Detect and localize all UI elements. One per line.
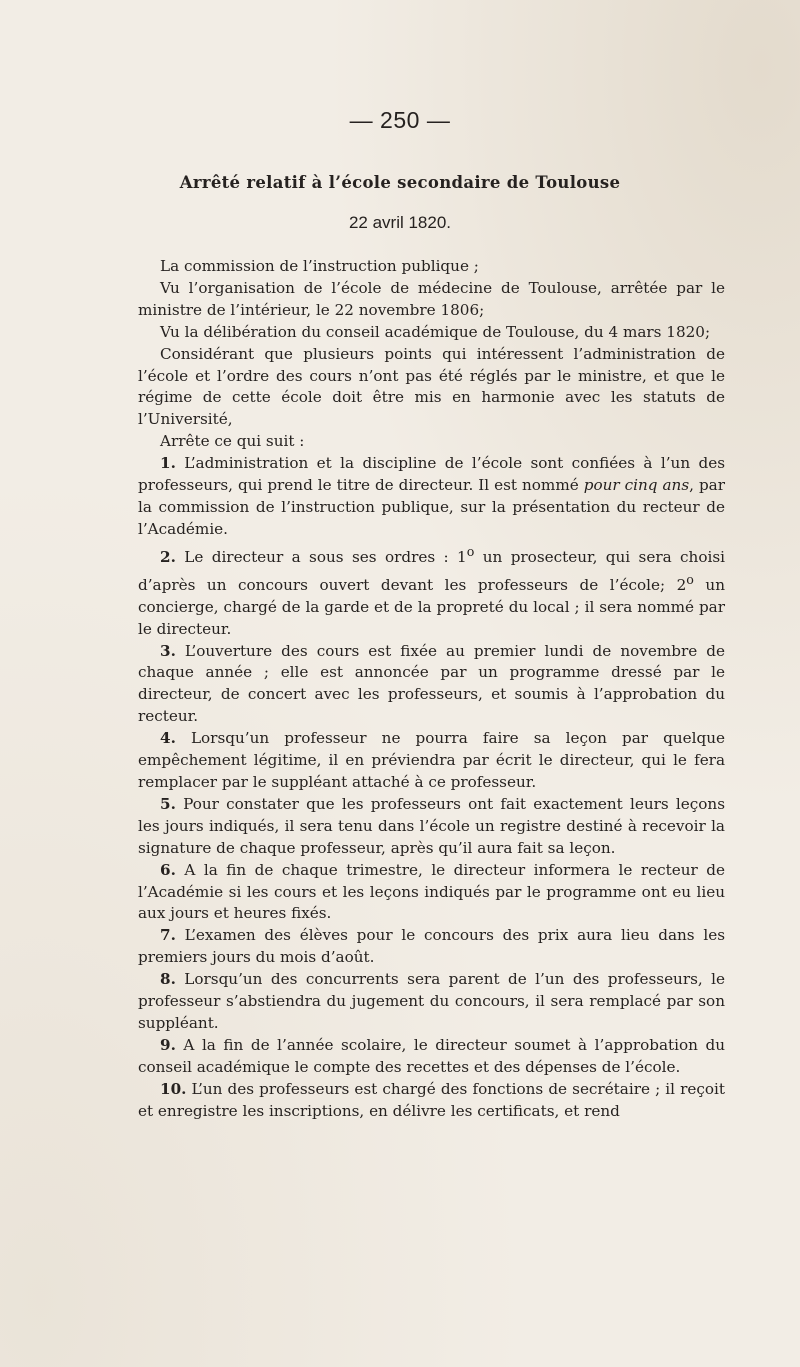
- article-number: 3.: [160, 641, 176, 660]
- article-text: un concierge, chargé de la garde et de la propreté du local ; il sera nommé par le directeur.: [138, 575, 725, 638]
- preamble-paragraph: Arrête ce qui suit :: [160, 432, 305, 451]
- article-number: 5.: [160, 794, 176, 813]
- article-number: 2.: [160, 547, 176, 566]
- ordinal-marker: o: [466, 543, 475, 559]
- preamble-paragraph: La commission de l’instruction publique ;: [160, 257, 479, 275]
- article-4: [138, 728, 725, 794]
- article-5: [138, 794, 725, 860]
- article-number: 6.: [160, 860, 176, 879]
- decree-date: 22 avril 1820.: [348, 213, 452, 232]
- article-6: [138, 860, 725, 926]
- article-text: , par la commission de l’instruction publique, sur la présentation du recteur de l’Académie.: [138, 476, 725, 538]
- preamble-paragraph: Considérant que plusieurs points qui intéressent l’administration de l’école et l’ordre des cours n’ont pas été réglés par le ministre, et que le régime de cette école doit être mis en harmonie avec les statuts de l’Université,: [138, 344, 725, 429]
- decree-body: [138, 256, 725, 1122]
- article-text: Pour constater que les professeurs ont fait exactement leurs leçons les jours indiqués, il sera tenu dans l’école un registre destiné à recevoir la signature de chaque professeur, après qu’il aura fait sa leçon.: [138, 794, 725, 857]
- article-text: Lorsqu’un des concurrents sera parent de l’un des professeurs, le professeur s’abstiendra du jugement du concours, il sera remplacé par son suppléant.: [138, 970, 725, 1032]
- page-title: Arrêté relatif à l’école secondaire de Toulouse: [179, 173, 621, 192]
- article-text: L’examen des élèves pour le concours des prix aura lieu dans les premiers jours du mois d’août.: [138, 926, 725, 967]
- preamble-paragraph: Vu l’organisation de l’école de médecine de Toulouse, arrêtée par le ministre de l’intérieur, le 22 novembre 1806;: [138, 278, 725, 319]
- article-8: [138, 969, 725, 1035]
- article-text: A la fin de l’année scolaire, le directeur soumet à l’approbation du conseil académique le compte des recettes et des dépenses de l’école.: [138, 1035, 725, 1076]
- article-number: 8.: [160, 970, 176, 989]
- article-number: 9.: [160, 1035, 176, 1054]
- article-2: [138, 541, 725, 641]
- page-number: — 250 —: [349, 107, 451, 133]
- article-text: L’ouverture des cours est fixée au premier lundi de novembre de chaque année ; elle est annoncée par un programme dressé par le directeur, de concert avec les professeurs, et soumis à l’approbation du recteur.: [138, 641, 725, 726]
- ordinal-marker: o: [686, 571, 694, 587]
- preamble-paragraph: Vu la délibération du conseil académique de Toulouse, du 4 mars 1820;: [160, 322, 711, 341]
- article-emphasis: pour cinq ans: [583, 476, 690, 495]
- article-7: [138, 925, 725, 969]
- article-9: [138, 1035, 725, 1079]
- article-text: Le directeur a sous ses ordres : 1: [175, 547, 467, 566]
- article-number: 1.: [160, 454, 176, 473]
- article-1: [138, 453, 725, 541]
- article-text: Lorsqu’un professeur ne pourra faire sa leçon par quelque empêchement légitime, il en préviendra par écrit le directeur, qui le fera remplacer par le suppléant attaché à ce professeur.: [138, 729, 725, 791]
- article-text: A la fin de chaque trimestre, le directeur informera le recteur de l’Académie si les cours et les leçons indiqués par le programme ont eu lieu aux jours et heures fixés.: [138, 860, 725, 923]
- article-number: 4.: [160, 729, 176, 748]
- article-text: L’administration et la discipline de l’école sont confiées à l’un des professeurs, qui prend le titre de directeur. Il est nommé: [138, 454, 725, 495]
- article-text: L’un des professeurs est chargé des fonctions de secrétaire ; il reçoit et enregistre les inscriptions, en délivre les certificats, et rend: [138, 1079, 725, 1120]
- article-3: [138, 641, 725, 729]
- article-text: un prosecteur, qui sera choisi d’après un concours ouvert devant les professeurs de l’école; 2: [138, 547, 725, 594]
- article-10: [138, 1079, 725, 1123]
- article-number: 7.: [160, 926, 176, 945]
- article-number: 10.: [160, 1079, 187, 1098]
